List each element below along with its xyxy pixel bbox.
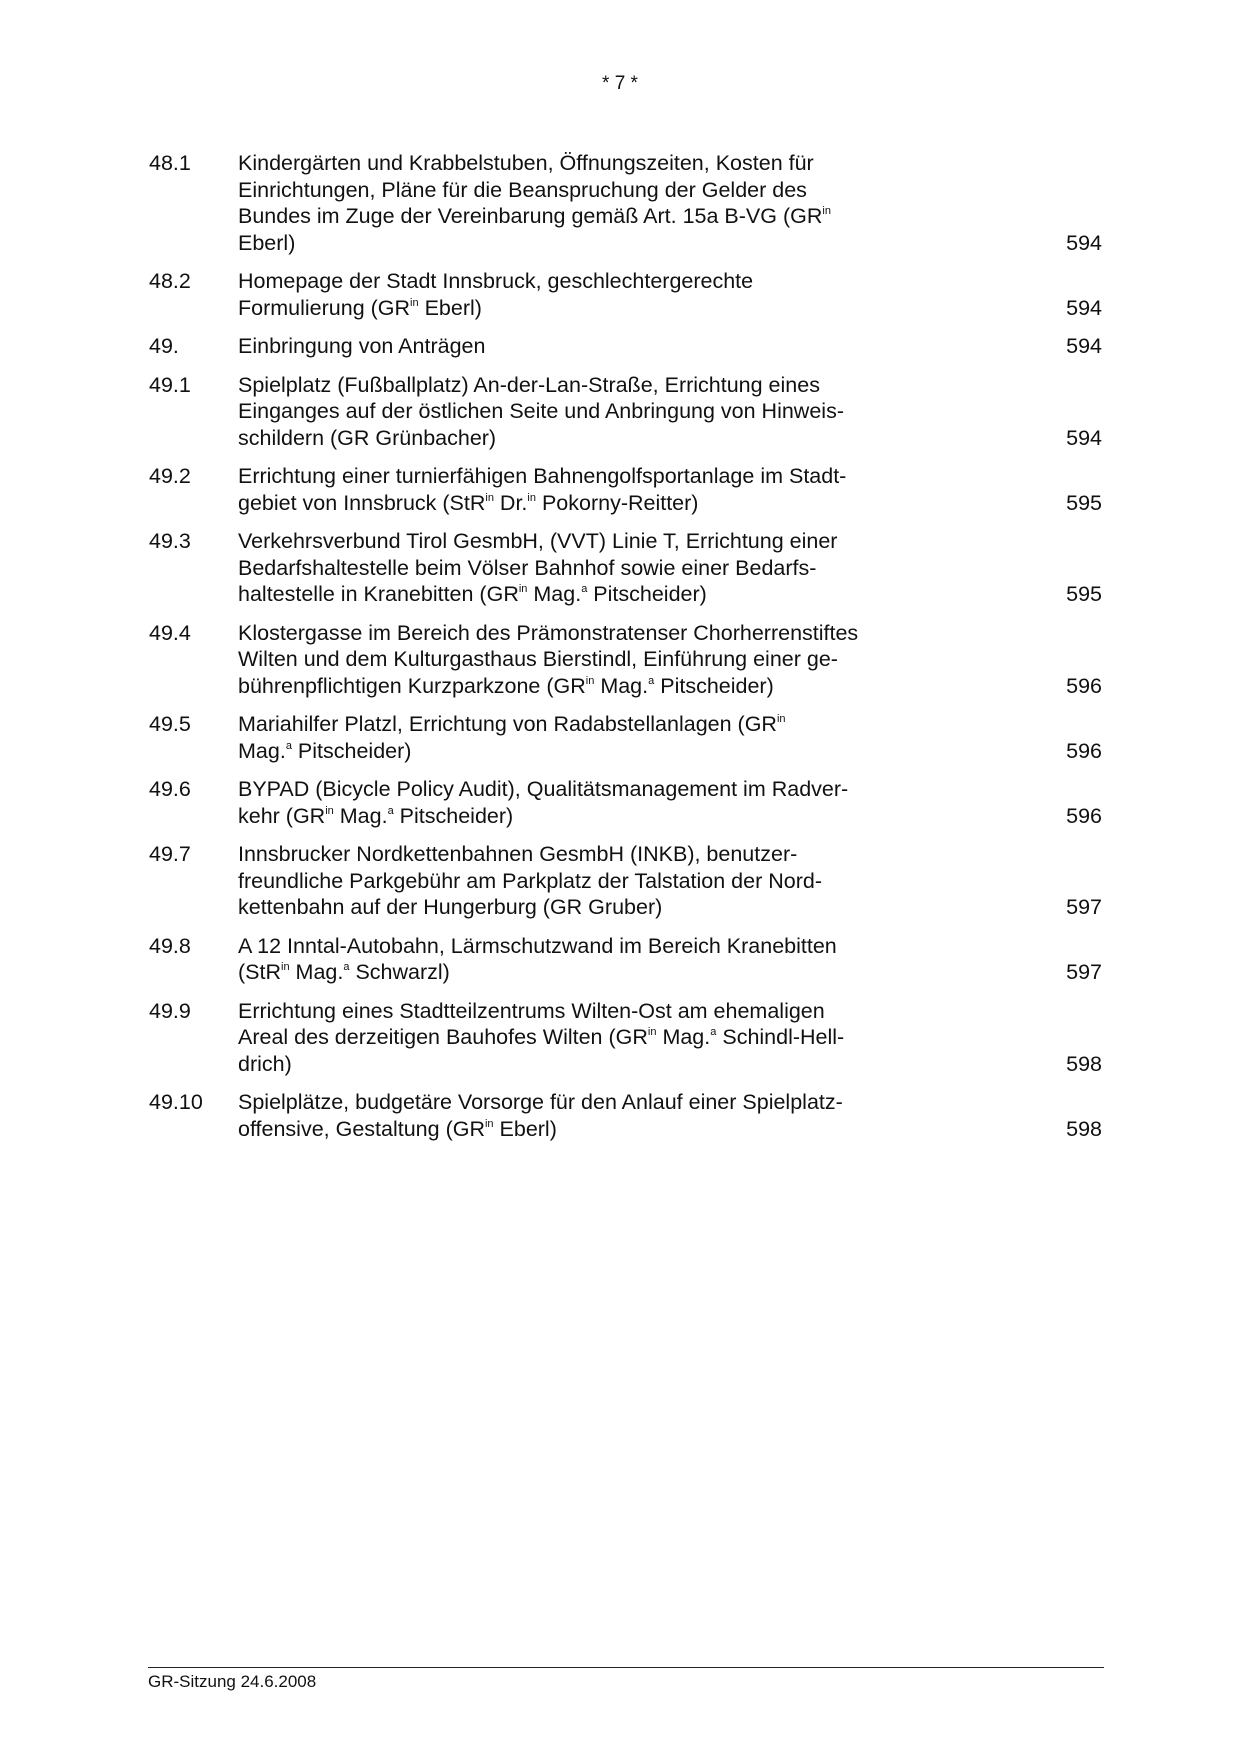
toc-entry-title-line: Mariahilfer Platzl, Errichtung von Radabstellanlagen ($GR^{in}$: [238, 712, 786, 736]
toc-entry-page-number: 597: [1066, 895, 1102, 919]
toc-entry-number: 49.6: [149, 777, 191, 801]
toc-entry-number: 49.4: [149, 620, 191, 645]
toc-entry-title-line: Eberl): [238, 230, 296, 255]
toc-entry: [149, 268, 1102, 321]
toc-entry-title-line: gebiet von Innsbruck (StR$^{in}$ Dr.$^{in}$ Pokorny-Reitter): [238, 490, 699, 515]
superscript-text: in: [485, 491, 494, 504]
toc-entry-title-line: offensive, Gestaltung ($GR^{in}$ Eberl): [238, 1116, 557, 1141]
toc-entry: [149, 841, 1102, 921]
toc-entry-number: 49.10: [149, 1090, 203, 1114]
footer-divider: [148, 1667, 1104, 1668]
superscript-text: in: [410, 296, 419, 309]
superscript-text: a: [581, 583, 588, 595]
toc-entry-title: [238, 150, 963, 256]
superscript-text: in: [776, 713, 786, 725]
toc-entry-number: 49.9: [149, 998, 191, 1023]
superscript-text: a: [387, 804, 394, 817]
toc-entry-title-line: (StR$^{in}$ Mag.$^a$ Schwarzl): [238, 960, 450, 984]
page-number: * 7 *: [602, 73, 638, 94]
superscript-text: in: [484, 1117, 494, 1130]
toc-entry-page-number: 597: [1066, 960, 1102, 984]
toc-entry-number: 49.8: [149, 933, 191, 958]
toc-entry-page-number: 596: [1066, 673, 1102, 698]
toc-entry-title-line: Einbringung von Anträgen: [238, 334, 486, 358]
toc-entry-number: 49.2: [149, 464, 191, 488]
toc-entry-title: [238, 841, 963, 921]
toc-entry-page-number: 595: [1066, 582, 1102, 606]
toc-entry-page-number: 594: [1066, 230, 1102, 255]
superscript-text: in: [585, 674, 595, 687]
toc-entry-title-line: haltestelle in Kranebitten ($GR^{in}$ Mag.$^a$ Pitscheider): [238, 582, 707, 606]
toc-entry-page-number: 598: [1066, 1116, 1102, 1141]
toc-entry-title-line: Mag.$^a$ Pitscheider): [238, 738, 412, 763]
toc-entry: [149, 998, 1102, 1078]
superscript-text: in: [822, 205, 831, 217]
toc-entry-title-line: Homepage der Stadt Innsbruck, geschlechtergerechte: [238, 269, 754, 293]
toc-entry-title-line: Areal des derzeitigen Bauhofes Wilten ($GR^{in}$ Mag.$^a$ Schindl-Hell-: [238, 1025, 845, 1049]
toc-entry-title: [238, 776, 963, 829]
table-of-contents: [149, 150, 1102, 1154]
toc-entry-title-line: drich): [238, 1051, 292, 1076]
toc-entry-page-number: 598: [1066, 1051, 1102, 1076]
toc-entry-title-line: Spielplätze, budgetäre Vorsorge für den Anlauf einer Spielplatz-: [238, 1090, 843, 1114]
toc-entry-page-number: 595: [1066, 490, 1102, 515]
toc-entry: [149, 333, 1102, 360]
toc-entry-title-line: schildern (GR Grünbacher): [238, 425, 497, 450]
toc-entry-title: [238, 528, 963, 608]
toc-entry-title-line: freundliche Parkgebühr am Parkplatz der Talstation der Nord-: [238, 868, 822, 893]
toc-entry: [149, 150, 1102, 256]
superscript-text: in: [325, 804, 334, 817]
toc-entry-title-line: Formulierung ($GR^{in}$ Eberl): [238, 295, 482, 320]
superscript-text: in: [527, 491, 536, 504]
toc-entry-title-line: Wilten und dem Kulturgasthaus Bierstindl, Einführung einer ge-: [238, 647, 838, 671]
toc-entry-title: [238, 620, 963, 700]
toc-entry: [149, 372, 1102, 452]
superscript-text: a: [648, 674, 655, 687]
toc-entry-title-line: Klostergasse im Bereich des Prämonstratenser Chorherrenstiftes: [238, 620, 859, 645]
toc-entry-title: [238, 711, 963, 764]
toc-entry-title-line: Errichtung eines Stadtteilzentrums Wilten-Ost am ehemaligen: [238, 998, 825, 1023]
toc-entry-page-number: 596: [1066, 803, 1102, 828]
toc-entry-number: 48.2: [149, 269, 191, 293]
toc-entry-title-line: Bundes im Zuge der Vereinbarung gemäß Art. 15a B-VG ($GR^{in}$: [238, 204, 831, 228]
toc-entry-title-line: A 12 Inntal-Autobahn, Lärmschutzwand im Bereich Kranebitten: [238, 933, 837, 958]
toc-entry: [149, 776, 1102, 829]
toc-entry-title: [238, 463, 963, 516]
toc-entry-title-line: Errichtung einer turnierfähigen Bahnengolfsportanlage im Stadt-: [238, 464, 847, 488]
toc-entry-title-line: BYPAD (Bicycle Policy Audit), Qualitätsmanagement im Radver-: [238, 777, 849, 801]
superscript-text: a: [343, 961, 350, 973]
toc-entry-title-line: Bedarfshaltestelle beim Völser Bahnhof sowie einer Bedarfs-: [238, 555, 817, 580]
toc-entry: [149, 933, 1102, 986]
toc-entry-page-number: 594: [1066, 334, 1102, 358]
footer-meeting-date: GR-Sitzung 24.6.2008: [148, 1672, 317, 1691]
toc-entry: [149, 463, 1102, 516]
superscript-text: in: [647, 1026, 657, 1038]
toc-entry-title: [238, 998, 963, 1078]
toc-entry-title: [238, 372, 963, 452]
toc-entry-page-number: 596: [1066, 738, 1102, 763]
toc-entry-number: 49.7: [149, 842, 191, 866]
toc-entry-title-line: Spielplatz (Fußballplatz) An-der-Lan-Straße, Errichtung eines: [238, 372, 820, 397]
toc-entry-title-line: Einrichtungen, Pläne für die Beanspruchung der Gelder des: [238, 177, 807, 202]
superscript-text: in: [281, 961, 290, 973]
toc-entry-title-line: bührenpflichtigen Kurzparkzone ($GR^{in}$ Mag.$^a$ Pitscheider): [238, 673, 774, 698]
toc-entry-page-number: 594: [1066, 295, 1102, 320]
superscript-text: in: [518, 583, 528, 595]
superscript-text: a: [285, 739, 292, 752]
toc-entry-title-line: Innsbrucker Nordkettenbahnen GesmbH (INKB), benutzer-: [238, 842, 798, 866]
toc-entry: [149, 1089, 1102, 1142]
toc-entry-title: [238, 268, 963, 321]
toc-entry-title-line: Kindergärten und Krabbelstuben, Öffnungszeiten, Kosten für: [238, 151, 814, 175]
toc-entry-title-line: Einganges auf der östlichen Seite und Anbringung von Hinweis-: [238, 399, 844, 423]
toc-entry-title-line: Verkehrsverbund Tirol GesmbH, (VVT) Linie T, Errichtung einer: [238, 529, 838, 553]
toc-entry-title: [238, 1089, 963, 1142]
toc-entry-number: 49.1: [149, 372, 191, 397]
superscript-text: a: [710, 1026, 717, 1038]
toc-entry-number: 49.5: [149, 712, 191, 736]
toc-entry-number: 49.: [149, 334, 179, 358]
toc-entry: [149, 711, 1102, 764]
toc-entry: [149, 620, 1102, 700]
toc-entry-title: [238, 933, 963, 986]
toc-entry-number: 49.3: [149, 529, 191, 553]
toc-entry-title-line: kettenbahn auf der Hungerburg (GR Gruber): [238, 895, 663, 919]
toc-entry-page-number: 594: [1066, 425, 1102, 450]
toc-entry-title: [238, 333, 963, 360]
toc-entry-title-line: kehr ($GR^{in}$ Mag.$^a$ Pitscheider): [238, 803, 514, 828]
toc-entry: [149, 528, 1102, 608]
toc-entry-number: 48.1: [149, 151, 191, 175]
